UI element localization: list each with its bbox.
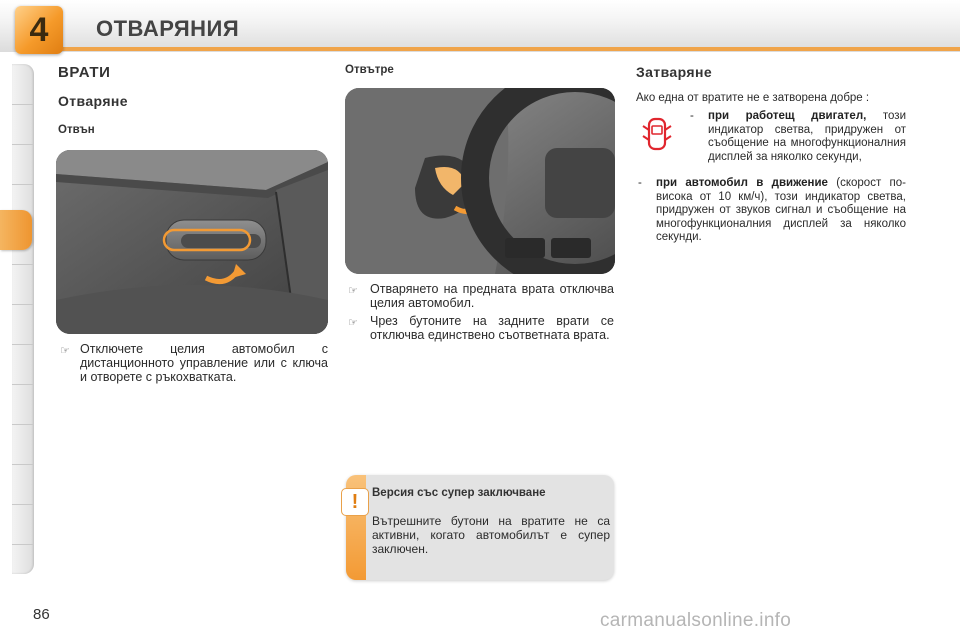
header-underline — [48, 47, 960, 51]
warning-title: Версия със супер заключване — [372, 487, 546, 499]
chapter-title: ОТВАРЯНИЯ — [96, 16, 240, 41]
chapter-badge — [15, 6, 63, 54]
warning-icon — [341, 488, 369, 516]
item2-text — [656, 177, 906, 245]
item2-body: (скорост по-висока от 10 км/ч), този индикатор светва, придружен от звуков сигнал и съобщение на многофункционалния дисплей за няколко секунди. — [656, 177, 907, 243]
item1-text — [708, 110, 906, 164]
subsection-title: Отваряне — [58, 93, 128, 109]
warning-icon-glyph: ! — [351, 491, 359, 513]
item1-bold: при работещ двигател, — [708, 110, 867, 122]
door-open-indicator-icon — [641, 116, 673, 152]
item1-dash: - — [690, 110, 694, 122]
watermark: carmanualsonline.info — [600, 610, 792, 631]
warning-text: Вътрешните бутони на вратите не са активни, когато автомобилът е супер заключен. — [372, 514, 610, 556]
bullet-icon: ☞ — [348, 317, 358, 329]
chapter-number: 4 — [29, 11, 49, 49]
inside-heading: Отвътре — [345, 64, 394, 76]
outside-instructions: Отключете целия автомобил с дистанционното управление или с ключа и отворете с ръкохватката. — [80, 342, 328, 384]
closing-title: Затваряне — [636, 64, 712, 80]
inside-door-handle-figure — [345, 88, 615, 274]
bullet-icon: ☞ — [60, 345, 70, 357]
active-chapter-tab[interactable] — [0, 210, 32, 250]
inside-rear-door-text: Чрез бутоните на задните врати се отключва единствено съответната врата. — [370, 314, 614, 342]
item1-body: този индикатор светва, придружен от съобщение на многофункционалния дисплей за няколко секунди, — [708, 110, 907, 163]
closing-intro: Ако една от вратите не е затворена добре : — [636, 92, 870, 104]
item2-bold: при автомобил в движение — [656, 177, 828, 189]
outside-subheading: Отвън — [58, 124, 95, 136]
chapter-tabs — [12, 64, 34, 574]
item2-dash: - — [638, 177, 642, 189]
inside-front-door-text: Отварянето на предната врата отключва целия автомобил. — [370, 282, 614, 310]
section-title: ВРАТИ — [58, 64, 111, 81]
outside-door-handle-figure — [56, 150, 328, 334]
bullet-icon: ☞ — [348, 285, 358, 297]
page-number: 86 — [33, 606, 50, 623]
